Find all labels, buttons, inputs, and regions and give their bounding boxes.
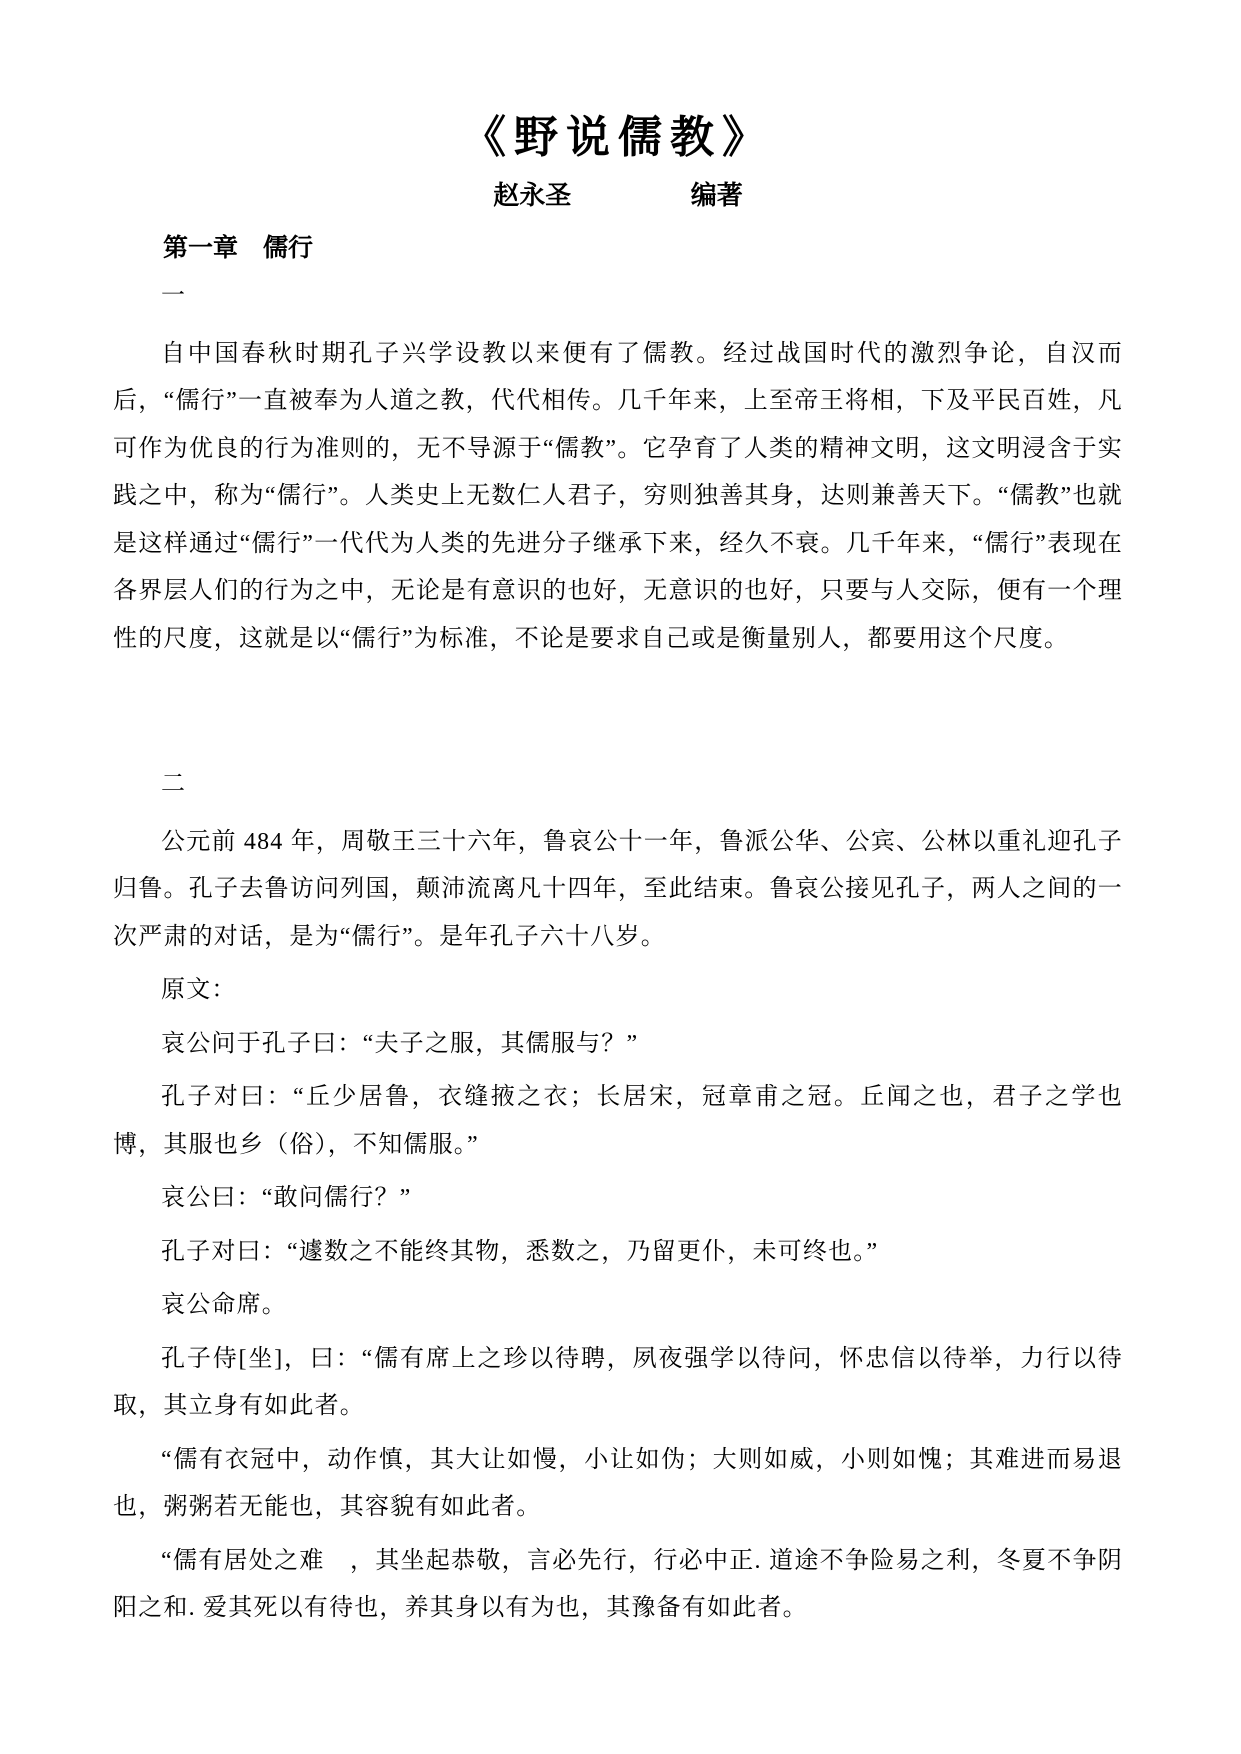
paragraph-history: 公元前 484 年，周敬王三十六年，鲁哀公十一年，鲁派公华、公宾、公林以重礼迎孔子归鲁。孔子去鲁访问列国，颠沛流离凡十四年，至此结束。鲁哀公接见孔子，两人之间的一次严肃的对话，是为“儒行”。是年孔子六十八岁。 xyxy=(113,828,1123,950)
author-role: 编著 xyxy=(690,179,743,210)
paragraph-aigong-question-2: 哀公曰：“敢问儒行？” xyxy=(161,1185,412,1212)
author-name: 赵永圣 xyxy=(493,179,572,210)
paragraph-intro: 自中国春秋时期孔子兴学设教以来便有了儒教。经过战国时代的激烈争论，自汉而后，“儒行”一直被奉为人道之教，代代相传。几千年来，上至帝王将相，下及平民百姓，凡可作为优良的行为准则的，无不导源于“儒教”。它孕育了人类的精神文明，这文明浸含于实践之中，称为“儒行”。人类史上无数仁人君子，穷则独善其身，达则兼善天下。“儒教”也就是这样通过“儒行”一代代为人类的先进分子继承下来，经久不衰。几千年来，“儒行”表现在各界层人们的行为之中，无论是有意识的也好，无意识的也好，只要与人交际，便有一个理性的尺度，这就是以“儒行”为标准，不论是要求自己或是衡量别人，都要用这个尺度。 xyxy=(113,340,1123,652)
paragraph-kongzi-reply-2: 孔子对曰：“遽数之不能终其物，悉数之，乃留更仆，未可终也。” xyxy=(161,1238,879,1265)
paragraph-ru-yiguan: “儒有衣冠中，动作慎，其大让如慢，小让如伪；大则如威，小则如愧；其难进而易退也，粥粥若无能也，其容貌有如此者。 xyxy=(113,1446,1123,1521)
section-marker-2: 二 xyxy=(161,771,187,798)
section-marker-1: 一 xyxy=(161,283,187,310)
chapter-heading: 第一章 儒行 xyxy=(163,234,314,262)
paragraph-kongzi-reply-1: 孔子对曰：“丘少居鲁，衣缝掖之衣；长居宋，冠章甫之冠。丘闻之也，君子之学也博，其服也乡（俗），不知儒服。” xyxy=(113,1084,1123,1158)
paragraph-kongzi-shizuo: 孔子侍[坐]，曰：“儒有席上之珍以待聘，夙夜强学以待问，怀忠信以待举，力行以待取，其立身有如此者。 xyxy=(113,1345,1123,1420)
author-line xyxy=(113,179,1123,213)
paragraph-yuanwen-label: 原文： xyxy=(161,977,237,1004)
paragraph-aigong-question-1: 哀公问于孔子曰：“夫子之服，其儒服与？” xyxy=(161,1030,639,1057)
book-title: 《野说儒教》 xyxy=(462,113,774,162)
paragraph-aigong-mingxi: 哀公命席。 xyxy=(161,1292,287,1319)
blank-line-spacer xyxy=(113,669,1123,753)
paragraph-ru-juchu: “儒有居处之难 ，其坐起恭敬，言必先行，行必中正. 道途不争险易之利，冬夏不争阴阳之和. 爱其死以有待也，养其身以有为也，其豫备有如此者。 xyxy=(113,1547,1123,1622)
